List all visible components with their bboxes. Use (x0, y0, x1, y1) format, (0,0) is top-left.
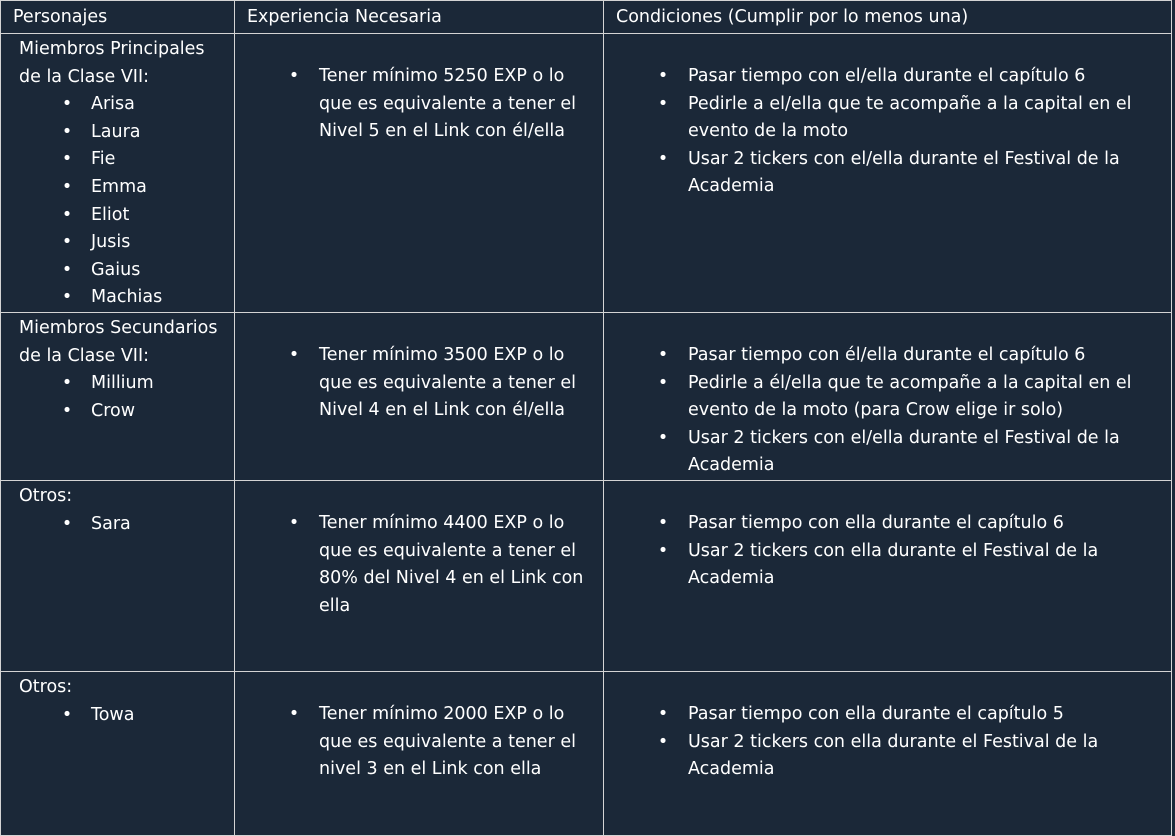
header-experience: Experiencia Necesaria (235, 1, 604, 34)
bullet-icon: • (657, 512, 669, 533)
bullet-icon: • (288, 512, 300, 533)
list-item: • Arisa (19, 91, 228, 119)
list-item: • Eliot (19, 202, 228, 230)
bullet-icon: • (288, 344, 300, 365)
list-item: • Tener mínimo 3500 EXP o lo que es equivalente a tener el Nivel 4 en el Link con él/ella (247, 342, 597, 425)
bullet-icon: • (61, 149, 73, 170)
group-label: Miembros Principales de la Clase VII: (19, 39, 205, 87)
bullet-icon: • (61, 204, 73, 225)
list-item: • Millium (19, 370, 228, 398)
bullet-icon: • (657, 731, 669, 752)
list-item: • Crow (19, 398, 228, 426)
bullet-icon: • (657, 427, 669, 448)
bullet-icon: • (657, 703, 669, 724)
list-item: • Pasar tiempo con ella durante el capítulo 6 (616, 510, 1165, 538)
bullet-icon: • (657, 344, 669, 365)
conditions-cell (604, 671, 1172, 835)
list-item: • Laura (19, 119, 228, 147)
experience-cell (235, 312, 604, 480)
list-item: • Pedirle a él/ella que te acompañe a la capital en el evento de la moto (para Crow elige ir solo) (616, 370, 1165, 425)
list-item: • Pasar tiempo con él/ella durante el capítulo 6 (616, 342, 1165, 370)
member-list (19, 511, 228, 539)
group-label: Otros: (19, 485, 73, 506)
bullet-icon: • (657, 540, 669, 561)
experience-cell (235, 671, 604, 835)
characters-cell (1, 34, 235, 313)
table-row (1, 34, 1172, 313)
member-list (19, 91, 228, 312)
list-item: • Towa (19, 702, 228, 730)
experience-cell (235, 480, 604, 671)
member-list (19, 370, 228, 425)
bullet-icon: • (61, 259, 73, 280)
bullet-icon: • (657, 148, 669, 169)
bullet-icon: • (61, 94, 73, 115)
experience-cell (235, 34, 604, 313)
bullet-icon: • (657, 66, 669, 86)
list-item: • Machias (19, 284, 228, 312)
list-item: • Pedirle a el/ella que te acompañe a la capital en el evento de la moto (616, 91, 1165, 146)
list-item: • Jusis (19, 229, 228, 257)
list-item: • Tener mínimo 2000 EXP o lo que es equivalente a tener el nivel 3 en el Link con ella (247, 701, 597, 784)
list-item: • Pasar tiempo con ella durante el capítulo 5 (616, 701, 1165, 729)
bullet-icon: • (61, 400, 73, 421)
list-item: • Usar 2 tickers con ella durante el Festival de la Academia (616, 538, 1165, 593)
list-item: • Usar 2 tickers con el/ella durante el Festival de la Academia (616, 425, 1165, 480)
member-list (19, 702, 228, 730)
bullet-icon: • (61, 232, 73, 253)
bullet-icon: • (61, 176, 73, 197)
list-item: • Sara (19, 511, 228, 539)
list-item: • Usar 2 tickers con el/ella durante el Festival de la Academia (616, 146, 1165, 201)
conditions-cell (604, 312, 1172, 480)
characters-cell (1, 312, 235, 480)
list-item: • Pasar tiempo con el/ella durante el capítulo 6 (616, 63, 1165, 91)
bullet-icon: • (61, 704, 73, 725)
list-item: • Emma (19, 174, 228, 202)
list-item: • Tener mínimo 4400 EXP o lo que es equivalente a tener el 80% del Nivel 4 en el Link con ella (247, 510, 597, 620)
list-item: • Fie (19, 146, 228, 174)
bullet-icon: • (61, 513, 73, 534)
bullet-icon: • (61, 373, 73, 394)
list-item: • Usar 2 tickers con ella durante el Festival de la Academia (616, 729, 1165, 784)
characters-cell (1, 671, 235, 835)
header-characters: Personajes (1, 1, 235, 34)
conditions-cell (604, 480, 1172, 671)
bullet-icon: • (288, 703, 300, 724)
header-conditions: Condiciones (Cumplir por lo menos una) (604, 1, 1172, 34)
characters-cell (1, 480, 235, 671)
bullet-icon: • (657, 93, 669, 114)
group-label: Otros: (19, 676, 73, 697)
bullet-icon: • (657, 372, 669, 393)
table-row (1, 312, 1172, 480)
table-row (1, 480, 1172, 671)
bullet-icon: • (61, 287, 73, 308)
group-label: Miembros Secundarios de la Clase VII: (19, 317, 218, 366)
list-item: • Gaius (19, 257, 228, 285)
table-row (1, 671, 1172, 835)
conditions-cell (604, 34, 1172, 313)
list-item: • Tener mínimo 5250 EXP o lo que es equivalente a tener el Nivel 5 en el Link con él/ella (247, 63, 597, 146)
header-row (1, 1, 1172, 34)
bullet-icon: • (61, 121, 73, 142)
bullet-icon: • (288, 66, 300, 86)
